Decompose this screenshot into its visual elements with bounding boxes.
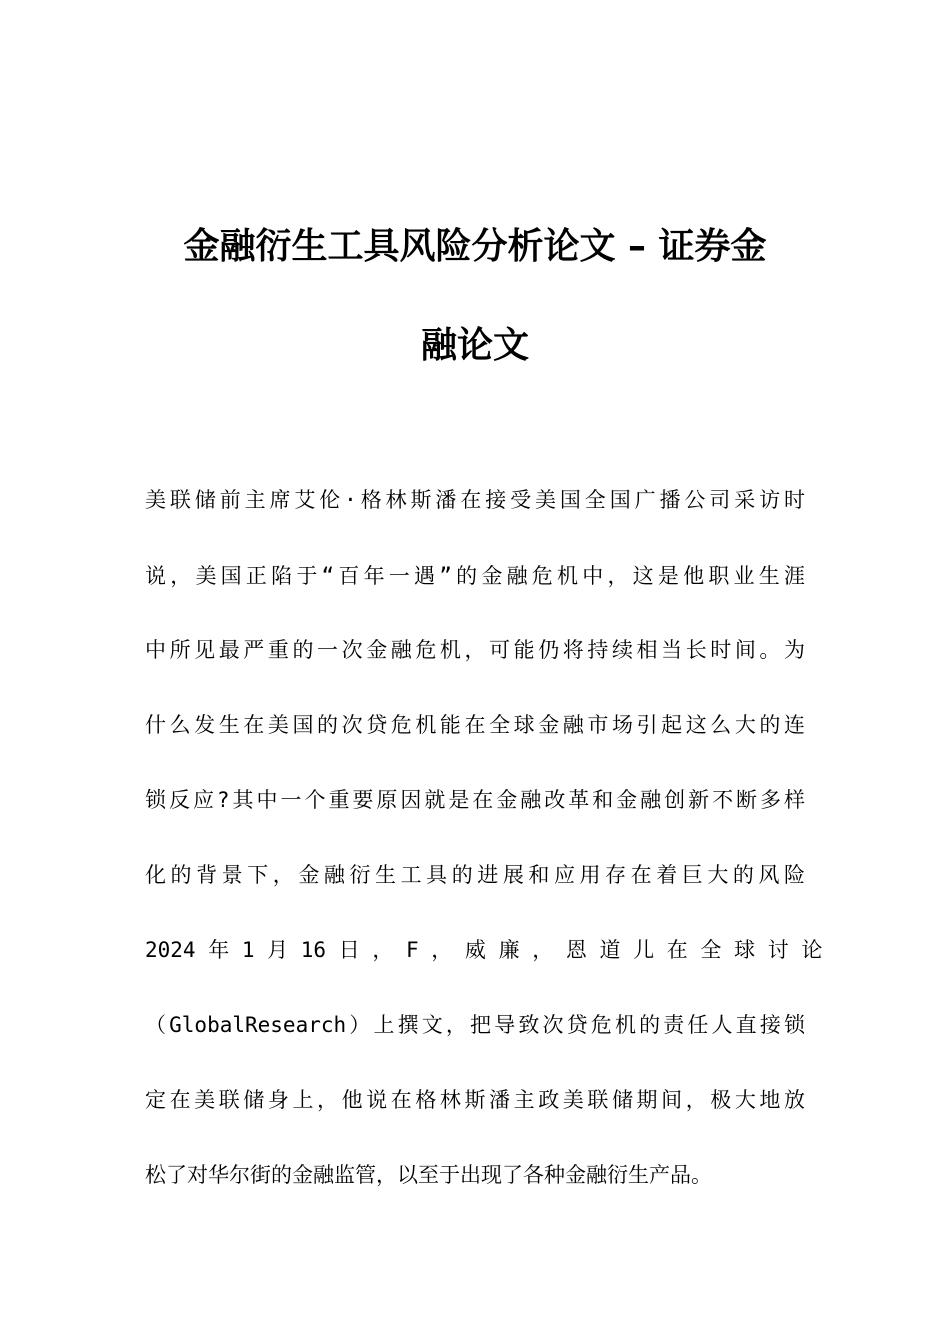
body-text-line: 什么发生在美国的次贷危机能在全球金融市场引起这么大的连 <box>145 713 805 737</box>
body-text-line: 美联储前主席艾伦·格林斯潘在接受美国全国广播公司采访时 <box>145 488 805 512</box>
document-title-line-2: 融论文 <box>420 325 529 366</box>
body-text-line: 中所见最严重的一次金融危机，可能仍将持续相当长时间。为 <box>145 638 805 662</box>
body-text-line: 化的背景下，金融衍生工具的进展和应用存在着巨大的风险 <box>145 863 805 887</box>
body-text-line: （GlobalResearch）上撰文，把导致次贷危机的责任人直接锁 <box>145 1013 805 1037</box>
body-text-line: 松了对华尔街的金融监管，以至于出现了各种金融衍生产品。 <box>145 1163 712 1187</box>
body-text-line: 锁反应?其中一个重要原因就是在金融改革和金融创新不断多样 <box>145 788 805 812</box>
document-title-line-1: 金融衍生工具风险分析论文 – 证券金 <box>183 226 767 267</box>
body-text-line: 说，美国正陷于“百年一遇”的金融危机中，这是他职业生涯 <box>145 564 805 588</box>
body-text-line: 定在美联储身上，他说在格林斯潘主政美联储期间，极大地放 <box>145 1088 805 1112</box>
body-text-line: 2024 年 1 月 16 日 ， F ， 威 廉 ， 恩 道 儿 在 全 球 讨 论 <box>145 938 823 962</box>
